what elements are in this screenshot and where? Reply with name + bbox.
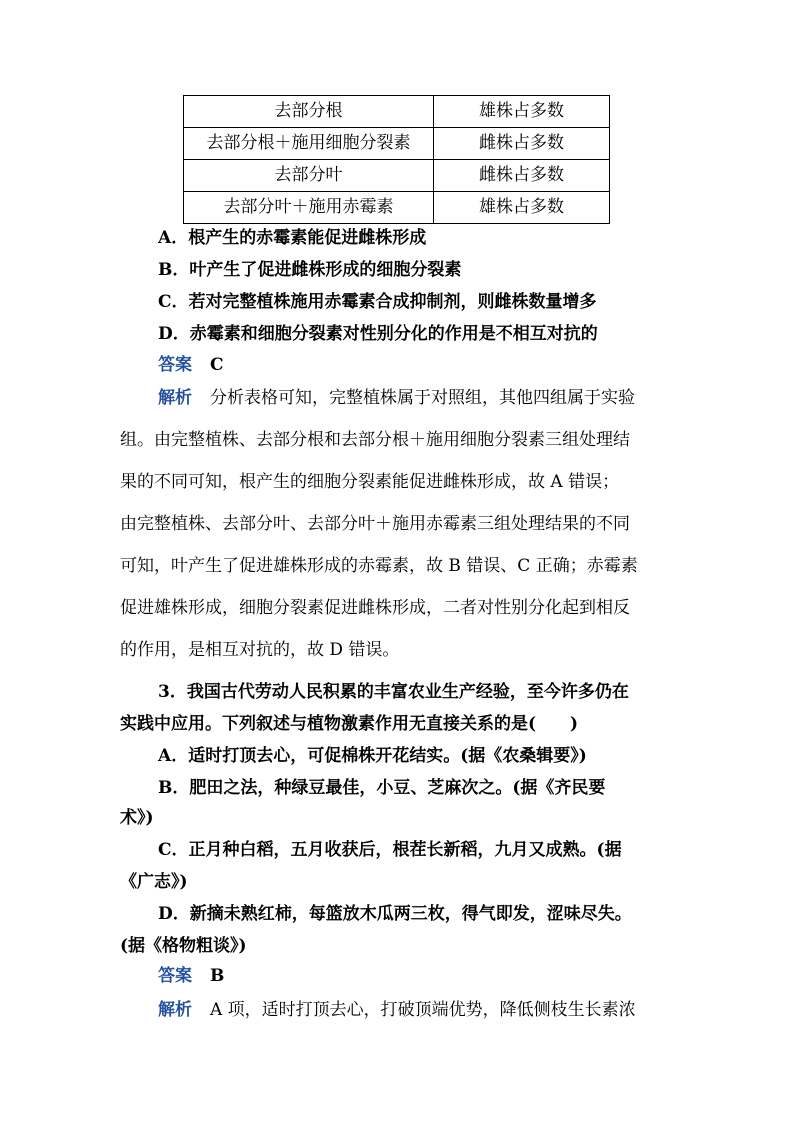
table-cell: 雌株占多数 <box>434 128 610 160</box>
explanation-line: 由完整植株、去部分叶、去部分叶＋施用赤霉素三组处理结果的不同 <box>120 514 630 534</box>
table-row <box>184 128 610 160</box>
explanation-line: 组。由完整植株、去部分根和去部分根＋施用细胞分裂素三组处理结 <box>120 430 630 450</box>
table-row <box>184 192 610 224</box>
table-row <box>184 96 610 128</box>
answer-row <box>158 964 224 988</box>
table-cell: 去部分叶＋施用赤霉素 <box>184 192 434 224</box>
option-b: B．叶产生了促进雌株形成的细胞分裂素 <box>158 260 462 280</box>
option-c: C．正月种白稻，五月收获后，根茬长新稻，九月又成熟。(据 <box>158 840 622 860</box>
answer-label: 答案 <box>158 966 192 986</box>
explanation-label: 解析 <box>158 388 192 408</box>
table-cell: 雄株占多数 <box>434 96 610 128</box>
option-c: C．若对完整植株施用赤霉素合成抑制剂，则雌株数量增多 <box>158 292 597 312</box>
option-b-continued: 术》) <box>120 808 154 828</box>
answer-value: B <box>210 966 225 986</box>
explanation-line <box>158 386 635 410</box>
explanation-line: 的作用，是相互对抗的，故 D 错误。 <box>120 640 400 660</box>
answer-row <box>158 353 224 377</box>
option-d: D．赤霉素和细胞分裂素对性别分化的作用是不相互对抗的 <box>158 324 598 344</box>
answer-label: 答案 <box>158 355 192 375</box>
table-cell: 雄株占多数 <box>434 192 610 224</box>
table-cell: 去部分叶 <box>184 160 434 192</box>
answer-value: C <box>210 355 224 375</box>
table-cell: 去部分根＋施用细胞分裂素 <box>184 128 434 160</box>
option-c-continued: 《广志》) <box>120 872 188 892</box>
explanation-line <box>158 998 636 1022</box>
explanation-line: 果的不同可知，根产生的细胞分裂素能促进雌株形成，故 A 错误； <box>120 472 620 492</box>
explanation-text: 分析表格可知，完整植株属于对照组，其他四组属于实验 <box>210 388 635 408</box>
table-row <box>184 160 610 192</box>
explanation-line: 促进雄株形成，细胞分裂素促进雌株形成，二者对性别分化起到相反 <box>120 598 630 618</box>
option-a: A．根产生的赤霉素能促进雌株形成 <box>158 228 427 248</box>
table-cell: 雌株占多数 <box>434 160 610 192</box>
option-d-continued: (据《格物粗谈》) <box>120 936 247 956</box>
explanation-label: 解析 <box>158 1000 192 1020</box>
explanation-text: A 项，适时打顶去心，打破顶端优势，降低侧枝生长素浓 <box>210 1000 636 1020</box>
table-cell: 去部分根 <box>184 96 434 128</box>
treatment-table <box>183 95 610 224</box>
option-b: B．肥田之法，种绿豆最佳，小豆、芝麻次之。(据《齐民要 <box>158 778 606 798</box>
option-d: D．新摘未熟红柿，每篮放木瓜两三枚，得气即发，涩味尽失。 <box>158 904 632 924</box>
option-a: A．适时打顶去心，可促棉株开花结实。(据《农桑辑要》) <box>158 746 587 766</box>
explanation-line: 可知，叶产生了促进雄株形成的赤霉素，故 B 错误、C 正确；赤霉素 <box>120 556 638 576</box>
question-stem: 实践中应用。下列叙述与植物激素作用无直接关系的是( ) <box>120 714 579 734</box>
question-stem: 3．我国古代劳动人民积累的丰富农业生产经验，至今许多仍在 <box>158 682 629 702</box>
